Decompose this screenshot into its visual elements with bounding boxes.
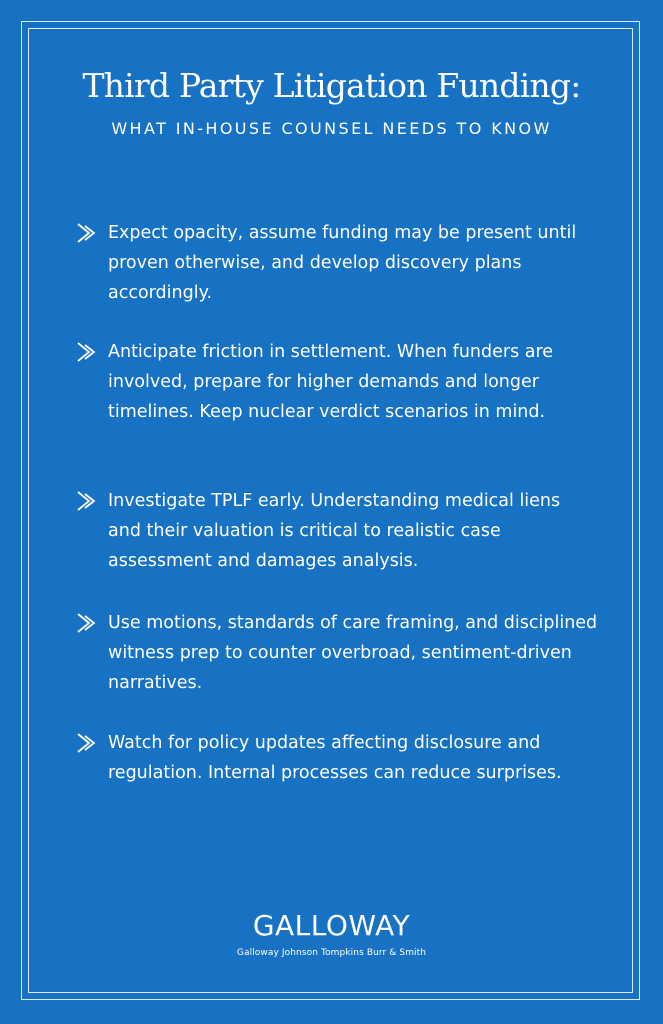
page-title: Third Party Litigation Funding: [82,66,581,105]
chevron-right-icon [76,490,102,512]
logo-wordmark: GALLOWAY [252,909,411,942]
chevron-right-icon [76,341,102,363]
chevron-right-icon [76,222,102,244]
bullet-text: Use motions, standards of care framing, and disciplined witness prep to counter overbroad, sentiment-driven narratives. [108,613,598,693]
chevron-right-icon [76,732,102,754]
firm-logo [0,910,663,960]
bullet-text: Expect opacity, assume funding may be present until proven otherwise, and develop discovery plans accordingly. [108,223,577,303]
bullet-text: Investigate TPLF early. Understanding medical liens and their valuation is critical to realistic case assessment and damages analysis. [108,491,561,571]
page-subtitle: WHAT IN-HOUSE COUNSEL NEEDS TO KNOW [111,119,552,138]
bullet-text: Watch for policy updates affecting disclosure and regulation. Internal processes can reduce surprises. [108,733,562,783]
logo-firm-name: Galloway Johnson Tompkins Burr & Smith [236,948,427,958]
chevron-right-icon [76,612,102,634]
bullet-text: Anticipate friction in settlement. When funders are involved, prepare for higher demands and longer timelines. Keep nuclear verdict scenarios in mind. [108,342,554,422]
